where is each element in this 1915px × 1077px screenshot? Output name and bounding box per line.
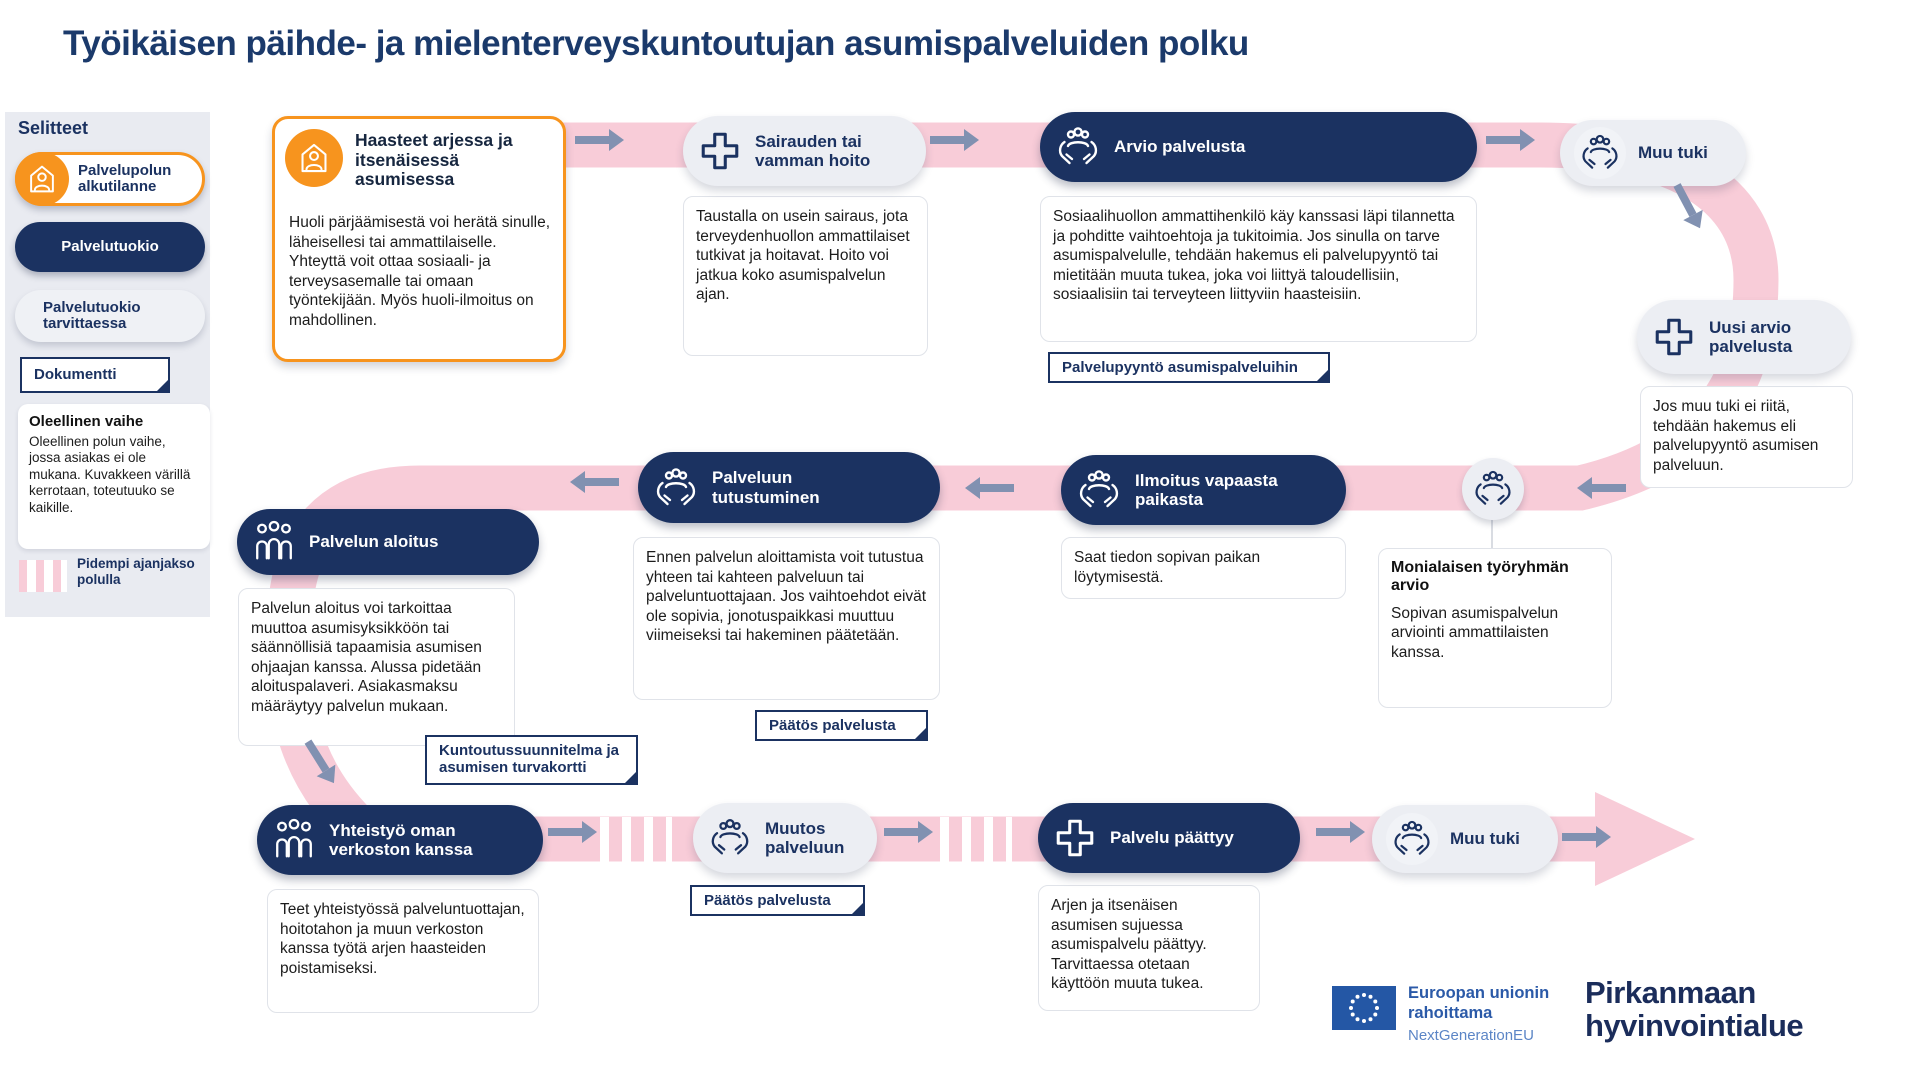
node-tutustuminen-textbox: Ennen palvelun aloittamista voit tutustua yhteen tai kahteen palveluun tai palveluntuottajaan. Jos vaihtoehdot eivät ole sopivia, jonotuspaikkasi muuttuu viimeiseksi tai hakeminen päätetään. [633,537,940,700]
node-arvio-textbox: Sosiaalihuollon ammattihenkilö käy kanssasi läpi tilannetta ja pohditte vaihtoehtoja ja tukitoimia. Jos sinulla on tarve asumispalvelulle, tehdään hakemus eli palvelupyyntö tai mietitään muuta tukea, joka voi liittyä taloudellisiin, sosiaalisiin tai terveyteen liittyviin haasteisiin. [1040,196,1477,342]
node-uusi-arvio-pill [1637,300,1851,374]
node-haasteet-title: Haasteet arjessa ja itsenäisessä asumisessa [355,130,513,190]
node-tutustuminen-pill [638,452,940,523]
node-ilmoitus-label: Ilmoitus vapaasta paikasta [1135,470,1278,509]
node-monialainen-heading: Monialaisen työryhmän arvio [1391,559,1569,595]
legend-striped-label: Pidempi ajanjakso polulla [77,556,195,588]
medical-cross-icon [1651,314,1697,360]
arrow-left-icon [585,478,619,486]
node-muu-tuki-2-pill [1372,805,1558,873]
hands-holding-people-icon [1054,123,1102,171]
legend-start-pill [15,152,205,206]
organization-logo-text [1585,976,1803,1042]
legend-service-moment-pill [15,222,205,272]
medical-cross-icon [697,128,743,174]
node-arvio-document: Palvelupyyntö asumispalveluihin [1048,352,1330,383]
long-period-stripes-2 [940,817,1012,862]
arrow-right-icon [575,136,609,144]
node-muutos-document: Päätös palvelusta [690,885,865,916]
arrow-right-icon [1486,136,1520,144]
node-uusi-arvio-label: Uusi arvio palvelusta [1709,317,1793,356]
multidisciplinary-team-icon [1462,458,1524,520]
node-paattyy-label: Palvelu päättyy [1110,828,1234,848]
legend-essential-box [18,404,210,549]
node-aloitus-pill [237,509,539,575]
arrow-right-icon [930,136,964,144]
legend-essential-heading: Oleellinen vaihe [29,413,144,430]
node-aloitus-textbox: Palvelun aloitus voi tarkoittaa muuttoa asumisyksikköön tai säännöllisiä tapaamisia asumisen ohjaajan kanssa. Alussa pidetään aloituspalaveri. Asiakasmaksu määräytyy palvelun mukaan. [238,588,515,746]
org-line1: Pirkanmaan [1585,975,1756,1010]
org-line2: hyvinvointialue [1585,1008,1804,1044]
legend-panel [5,112,210,617]
node-ilmoitus-textbox: Saat tiedon sopivan paikan löytymisestä. [1061,537,1346,599]
hands-holding-people-icon [1574,127,1626,179]
arrow-right-icon [884,828,918,836]
node-tutustuminen-label: Palveluun tutustuminen [712,468,820,507]
node-paattyy-pill [1038,803,1300,873]
page-title: Työikäisen päihde- ja mielenterveyskuntoutujan asumispalveluiden polku [63,24,1249,63]
node-yhteistyo-pill [257,805,543,875]
eu-funded-line1: Euroopan unionin [1408,984,1550,1002]
node-sairaus-textbox: Taustalla on usein sairaus, jota terveydenhuollon ammattilaiset tutkivat ja hoitavat. Hoito voi jatkua koko asumispalvelun ajan. [683,196,928,356]
eu-funding-text [1408,984,1549,1045]
node-monialainen-body: Sopivan asumispalvelun arviointi ammattilaisten kanssa. [1391,604,1559,661]
connector-line [1491,520,1493,550]
node-haasteet-body: Huoli pärjäämisestä voi herätä sinulle, läheisellesi tai ammattilaiselle. Yhteyttä voit ottaa sosiaali- ja terveysasemalle tai omaan työntekijään. Myös huoli-ilmoitus on mahdollinen. [289,214,551,329]
hands-holding-people-icon [707,815,753,861]
legend-essential-body: Oleellinen polun vaihe, jossa asiakas ei ole mukana. Kuvakkeen värillä kerrotaan, toteutuuko se kaikille. [29,434,191,515]
arrow-right-icon [1562,833,1596,841]
house-person-icon [285,129,343,187]
three-people-icon [251,519,297,565]
node-muutos-label: Muutos palveluun [765,818,845,857]
eu-funded-line2: rahoittama [1408,1003,1493,1022]
three-people-icon [271,817,317,863]
arrow-right-icon [1316,828,1350,836]
node-monialainen-box [1378,548,1612,708]
house-person-icon [15,152,69,206]
legend-striped-swatch [19,560,67,592]
node-yhteistyo-label: Yhteistyö oman verkoston kanssa [329,820,473,859]
hands-holding-people-icon [1075,466,1123,514]
node-paattyy-textbox: Arjen ja itsenäisen asumisen sujuessa asumispalvelu päättyy. Tarvittaessa otetaan käyttöön muuta tukea. [1038,885,1260,1011]
node-ilmoitus-pill [1061,455,1346,525]
node-muu-tuki-2-label: Muu tuki [1450,829,1520,849]
arrow-left-icon [1592,484,1626,492]
node-haasteet-box [272,116,566,362]
legend-document-box [20,357,170,393]
node-aloitus-label: Palvelun aloitus [309,532,439,552]
node-arvio-pill [1040,112,1477,182]
hands-holding-people-icon [652,464,700,512]
legend-document-label: Dokumentti [34,366,117,384]
node-sairaus-label: Sairauden tai vamman hoito [755,131,871,170]
node-tutustuminen-document: Päätös palvelusta [755,710,928,741]
node-sairaus-pill [683,116,926,186]
eu-program-name: NextGenerationEU [1408,1026,1534,1044]
node-muu-tuki-1-label: Muu tuki [1638,143,1708,163]
eu-flag-logo [1332,986,1396,1030]
node-muu-tuki-1-pill [1560,120,1746,186]
node-aloitus-document: Kuntoutussuunnitelma ja asumisen turvakortti [425,735,638,785]
legend-heading: Selitteet [18,118,89,138]
medical-cross-icon [1052,815,1098,861]
legend-start-label: Palvelupolun alkutilanne [78,161,172,195]
node-arvio-label: Arvio palvelusta [1114,137,1246,157]
arrow-right-icon [548,828,582,836]
legend-service-moment-optional-label: Palvelutuokio tarvittaessa [43,298,141,332]
legend-service-moment-label: Palvelutuokio [61,237,159,255]
hands-holding-people-icon [1386,813,1438,865]
node-muutos-pill [693,803,877,873]
arrow-left-icon [980,484,1014,492]
node-yhteistyo-textbox: Teet yhteistyössä palveluntuottajan, hoitotahon ja muun verkoston kanssa työtä arjen haasteiden poistamiseksi. [267,889,539,1013]
long-period-stripes-1 [600,817,672,862]
legend-service-moment-optional-pill [15,290,205,342]
node-uusi-arvio-textbox: Jos muu tuki ei riitä, tehdään hakemus eli palvelupyyntö asumisen palveluun. [1640,386,1853,488]
